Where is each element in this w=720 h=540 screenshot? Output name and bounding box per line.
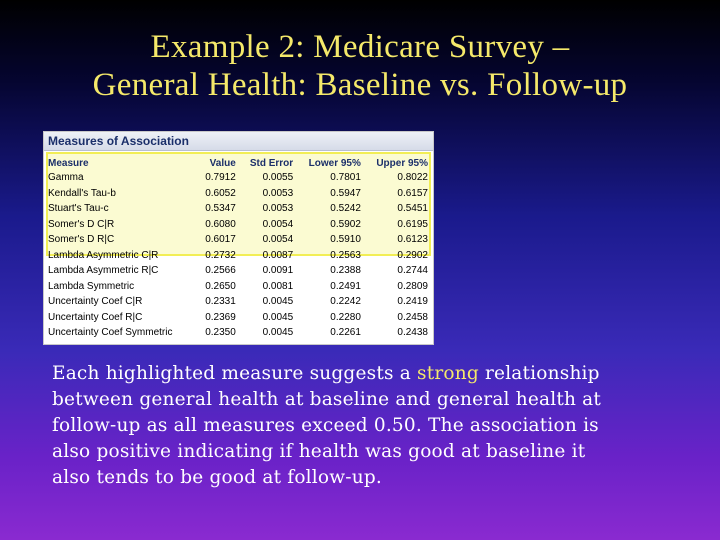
cell-measure: Somer's D C|R <box>48 218 115 230</box>
cell-upper-95: 0.6123 <box>397 234 428 245</box>
cell-std-error: 0.0053 <box>262 187 294 199</box>
cell-measure: Lambda Asymmetric R|C <box>48 265 159 276</box>
cell-upper-95: 0.2809 <box>397 280 428 292</box>
cell-lower-95: 0.2280 <box>330 311 361 323</box>
cell-measure: Lambda Asymmetric C|R <box>48 249 159 261</box>
slide-title <box>0 28 720 104</box>
column-header-measure: Measure <box>48 157 89 169</box>
cell-upper-95: 0.2902 <box>397 249 428 261</box>
cell-value: 0.2331 <box>205 296 236 307</box>
explanation-line-5: also tends to be good at follow-up. <box>52 467 382 488</box>
table-row <box>48 186 431 202</box>
cell-measure: Uncertainty Coef Symmetric <box>48 327 173 338</box>
explanation-line-1-start: Each highlighted measure suggests a <box>52 363 418 384</box>
cell-lower-95: 0.5242 <box>330 203 361 214</box>
cell-value: 0.2732 <box>205 249 236 261</box>
cell-std-error: 0.0045 <box>262 296 294 307</box>
cell-value: 0.2566 <box>205 265 236 276</box>
cell-upper-95: 0.6195 <box>397 218 428 230</box>
cell-value: 0.2350 <box>205 327 236 338</box>
panel-header: Measures of Association <box>44 132 433 151</box>
explanation-line-1-end: relationship <box>478 363 600 384</box>
cell-std-error: 0.0087 <box>262 249 294 261</box>
slide-title-line-2: General Health: Baseline vs. Follow-up <box>92 67 628 103</box>
cell-upper-95: 0.2438 <box>397 327 428 338</box>
cell-measure: Lambda Symmetric <box>48 280 135 292</box>
table-row <box>48 310 431 326</box>
cell-std-error: 0.0054 <box>262 234 294 245</box>
cell-std-error: 0.0091 <box>262 265 294 276</box>
explanation-line-3: follow-up as all measures exceed 0.50. The association is <box>52 415 599 436</box>
table-row <box>48 248 431 264</box>
emphasis-word: strong <box>417 363 479 384</box>
table-row <box>48 294 431 310</box>
table-header-row <box>48 156 431 170</box>
cell-std-error: 0.0054 <box>262 218 294 230</box>
cell-lower-95: 0.2388 <box>330 265 361 276</box>
cell-lower-95: 0.2261 <box>330 327 361 338</box>
cell-measure: Kendall's Tau-b <box>48 187 116 199</box>
cell-lower-95: 0.2563 <box>330 249 361 261</box>
cell-measure: Stuart's Tau-c <box>48 203 109 214</box>
cell-upper-95: 0.2744 <box>397 265 428 276</box>
cell-value: 0.2650 <box>205 280 236 292</box>
explanation-line-4: also positive indicating if health was good at baseline it <box>52 441 586 462</box>
cell-std-error: 0.0045 <box>262 327 294 338</box>
cell-value: 0.6052 <box>205 187 236 199</box>
explanation-text <box>52 361 692 491</box>
column-header-value: Value <box>209 157 236 169</box>
table-row <box>48 263 431 279</box>
cell-upper-95: 0.6157 <box>397 187 428 199</box>
cell-measure: Gamma <box>48 172 84 183</box>
cell-upper-95: 0.5451 <box>397 203 428 214</box>
cell-measure: Uncertainty Coef R|C <box>48 311 143 323</box>
explanation-line-2: between general health at baseline and general health at <box>52 389 602 410</box>
table-row <box>48 232 431 248</box>
cell-lower-95: 0.2491 <box>330 280 361 292</box>
cell-lower-95: 0.7801 <box>330 172 361 183</box>
cell-value: 0.6080 <box>205 218 236 230</box>
table-row <box>48 201 431 217</box>
table-row <box>48 279 431 295</box>
cell-std-error: 0.0081 <box>262 280 294 292</box>
cell-std-error: 0.0055 <box>262 172 294 183</box>
cell-lower-95: 0.2242 <box>330 296 361 307</box>
table-row <box>48 325 431 341</box>
column-header-std-error: Std Error <box>249 157 294 169</box>
cell-upper-95: 0.2419 <box>397 296 428 307</box>
cell-upper-95: 0.2458 <box>397 311 428 323</box>
cell-measure: Uncertainty Coef C|R <box>48 296 143 307</box>
cell-std-error: 0.0053 <box>262 203 294 214</box>
cell-value: 0.2369 <box>205 311 236 323</box>
cell-measure: Somer's D R|C <box>48 234 115 245</box>
association-table <box>48 156 431 341</box>
cell-lower-95: 0.5947 <box>330 187 361 199</box>
column-header-upper-95: Upper 95% <box>376 157 428 169</box>
cell-value: 0.7912 <box>205 172 236 183</box>
cell-value: 0.6017 <box>205 234 236 245</box>
cell-lower-95: 0.5902 <box>330 218 361 230</box>
cell-lower-95: 0.5910 <box>330 234 361 245</box>
cell-std-error: 0.0045 <box>262 311 294 323</box>
cell-value: 0.5347 <box>205 203 236 214</box>
table-row <box>48 217 431 233</box>
table-body <box>48 170 431 341</box>
column-header-lower-95: Lower 95% <box>308 157 361 169</box>
cell-upper-95: 0.8022 <box>397 172 428 183</box>
measures-of-association-panel <box>43 131 434 345</box>
slide-title-line-1: Example 2: Medicare Survey – <box>150 29 570 65</box>
explanation-line-1 <box>52 361 692 387</box>
table-row <box>48 170 431 186</box>
